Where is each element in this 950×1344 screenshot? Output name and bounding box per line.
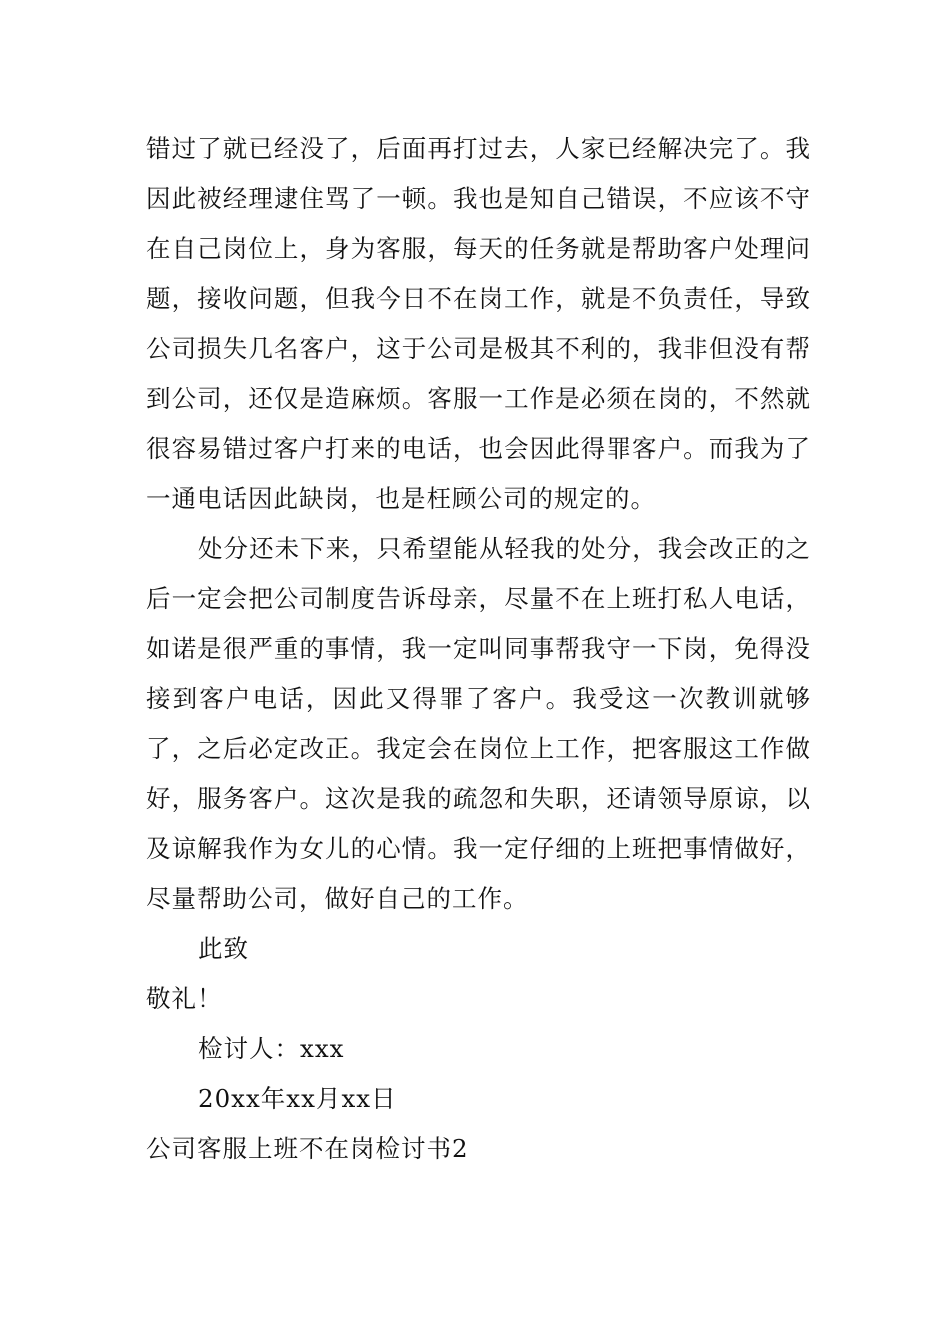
body-paragraph-2: 处分还未下来，只希望能从轻我的处分，我会改正的之后一定会把公司制度告诉母亲，尽量不在上班打私人电话，如诺是很严重的事情，我一定叫同事帮我守一下岗，免得没接到客户电话，因此又得罪了客户。我受这一次教训就够了，之后必定改正。我定会在岗位上工作，把客服这工作做好，服务客户。这次是我的疏忽和失职，还请领导原谅，以及谅解我作为女儿的心情。我一定仔细的上班把事情做好，尽量帮助公司，做好自己的工作。 bbox=[146, 534, 811, 913]
signer-line: 检讨人：xxx bbox=[198, 1034, 345, 1063]
body-paragraph-1: 错过了就已经没了，后面再打过去，人家已经解决完了。我因此被经理逮住骂了一顿。我也是知自己错误，不应该不守在自己岗位上，身为客服，每天的任务就是帮助客户处理问题，接收问题，但我今日不在岗工作，就是不负责任，导致公司损失几名客户，这于公司是极其不利的，我非但没有帮到公司，还仅是造麻烦。客服一工作是必须在岗的，不然就很容易错过客户打来的电话，也会因此得罪客户。而我为了一通电话因此缺岗，也是枉顾公司的规定的。 bbox=[146, 134, 811, 513]
next-document-title: 公司客服上班不在岗检讨书2 bbox=[146, 1134, 469, 1163]
document-body bbox=[146, 124, 811, 1174]
date-line: 20xx年xx月xx日 bbox=[198, 1084, 397, 1113]
closing-respect: 敬礼！ bbox=[146, 984, 223, 1013]
closing-salutation: 此致 bbox=[198, 934, 249, 963]
